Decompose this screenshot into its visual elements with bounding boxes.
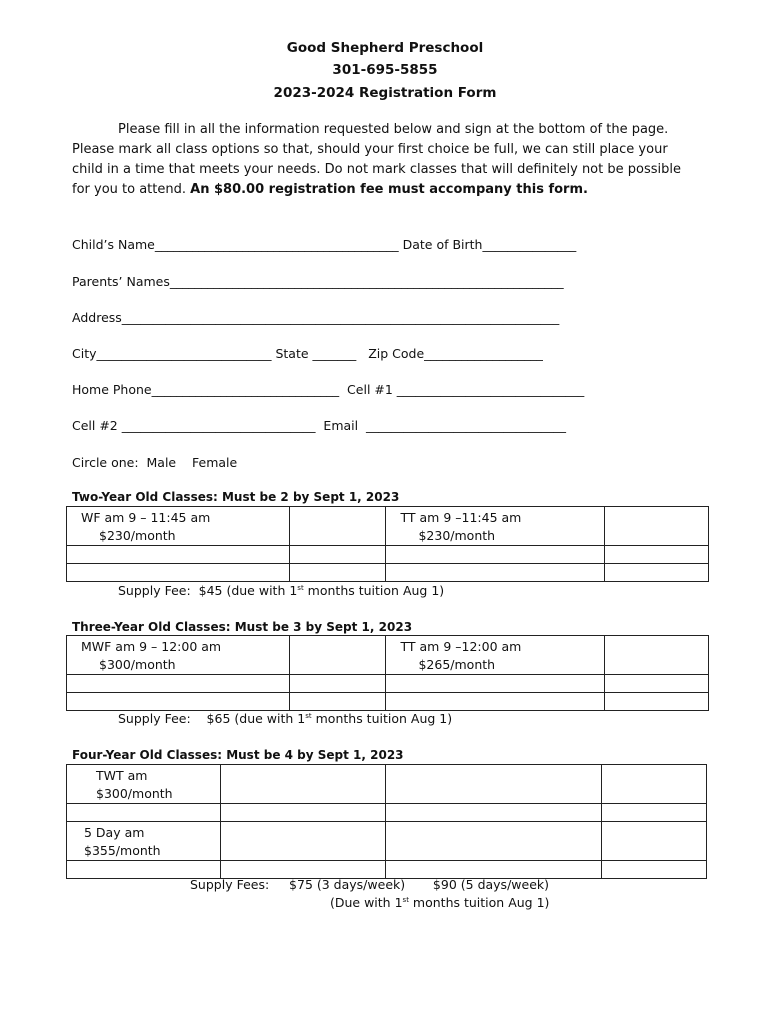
three-year-supply-fee: Supply Fee: $65 (due with 1st months tuition Aug 1): [118, 711, 453, 726]
table-cell[interactable]: [605, 564, 709, 582]
two-year-option-wf: WF am 9 – 11:45 am $230/month: [67, 507, 290, 546]
table-cell[interactable]: [67, 693, 290, 711]
table-cell[interactable]: [602, 861, 707, 879]
table-cell[interactable]: [289, 546, 386, 564]
three-year-table: [66, 635, 709, 711]
four-year-checkbox-cell[interactable]: [385, 822, 602, 861]
intro-paragraph: [72, 120, 702, 200]
table-cell[interactable]: [289, 675, 386, 693]
cell2-email-fields[interactable]: Cell #2 _______________________________ Email ________________________________: [72, 418, 567, 433]
three-year-checkbox-cell[interactable]: [605, 636, 709, 675]
address-field[interactable]: Address______________________________________________________________________: [72, 310, 560, 325]
table-cell[interactable]: [220, 861, 385, 879]
intro-text: Please fill in all the information requested below and sign at the bottom of the page. Please mark all class options so that, should your first choice be full, we can still place your child in a time that meets your needs. Do not mark classes that will definitely not be possible for you to attend.: [72, 122, 681, 197]
table-cell[interactable]: [605, 693, 709, 711]
table-cell[interactable]: [386, 693, 605, 711]
gender-circle-field[interactable]: Circle one: Male Female: [72, 455, 238, 470]
table-cell[interactable]: [385, 804, 602, 822]
four-year-due-note: (Due with 1st months tuition Aug 1): [330, 895, 550, 910]
two-year-checkbox-cell[interactable]: [605, 507, 709, 546]
three-year-option-mwf: MWF am 9 – 12:00 am $300/month: [67, 636, 290, 675]
table-cell[interactable]: [289, 564, 386, 582]
table-cell[interactable]: [67, 804, 221, 822]
table-cell[interactable]: [385, 861, 602, 879]
three-year-checkbox-cell[interactable]: [289, 636, 386, 675]
table-cell[interactable]: [67, 861, 221, 879]
school-phone: 301-695-5855: [332, 62, 438, 78]
four-year-checkbox-cell[interactable]: [602, 822, 707, 861]
childs-name-field[interactable]: Child’s Name_______________________________________ Date of Birth_______________: [72, 237, 577, 252]
table-cell[interactable]: [289, 693, 386, 711]
table-cell[interactable]: [605, 675, 709, 693]
three-year-option-tt: TT am 9 –12:00 am $265/month: [386, 636, 605, 675]
school-name: Good Shepherd Preschool: [286, 40, 484, 56]
three-year-title: Three-Year Old Classes: Must be 3 by Sept 1, 2023: [72, 620, 413, 634]
four-year-checkbox-cell[interactable]: [602, 765, 707, 804]
four-year-checkbox-cell[interactable]: [220, 765, 385, 804]
table-cell[interactable]: [67, 675, 290, 693]
table-cell[interactable]: [386, 675, 605, 693]
two-year-checkbox-cell[interactable]: [289, 507, 386, 546]
four-year-supply-fees: Supply Fees: $75 (3 days/week) $90 (5 days/week): [190, 877, 550, 892]
parents-names-field[interactable]: Parents’ Names_______________________________________________________________: [72, 274, 564, 289]
table-cell[interactable]: [220, 804, 385, 822]
four-year-checkbox-cell[interactable]: [220, 822, 385, 861]
four-year-title: Four-Year Old Classes: Must be 4 by Sept 1, 2023: [72, 748, 404, 762]
two-year-supply-fee: Supply Fee: $45 (due with 1st months tuition Aug 1): [118, 583, 445, 598]
form-title: 2023-2024 Registration Form: [273, 85, 497, 101]
four-year-option-twt: TWT am $300/month: [67, 765, 221, 804]
two-year-table: [66, 506, 709, 582]
table-cell[interactable]: [386, 546, 605, 564]
two-year-title: Two-Year Old Classes: Must be 2 by Sept 1, 2023: [72, 490, 400, 504]
four-year-checkbox-cell[interactable]: [385, 765, 602, 804]
four-year-table: [66, 764, 707, 879]
table-cell[interactable]: [602, 804, 707, 822]
registration-fee-note: An $80.00 registration fee must accompany this form.: [190, 182, 588, 197]
table-cell[interactable]: [386, 564, 605, 582]
two-year-option-tt: TT am 9 –11:45 am $230/month: [386, 507, 605, 546]
table-cell[interactable]: [67, 564, 290, 582]
table-cell[interactable]: [67, 546, 290, 564]
four-year-option-5day: 5 Day am $355/month: [67, 822, 221, 861]
city-state-zip-field[interactable]: City____________________________ State _______ Zip Code___________________: [72, 346, 543, 361]
phone-fields[interactable]: Home Phone______________________________ Cell #1 ______________________________: [72, 382, 585, 397]
table-cell[interactable]: [605, 546, 709, 564]
